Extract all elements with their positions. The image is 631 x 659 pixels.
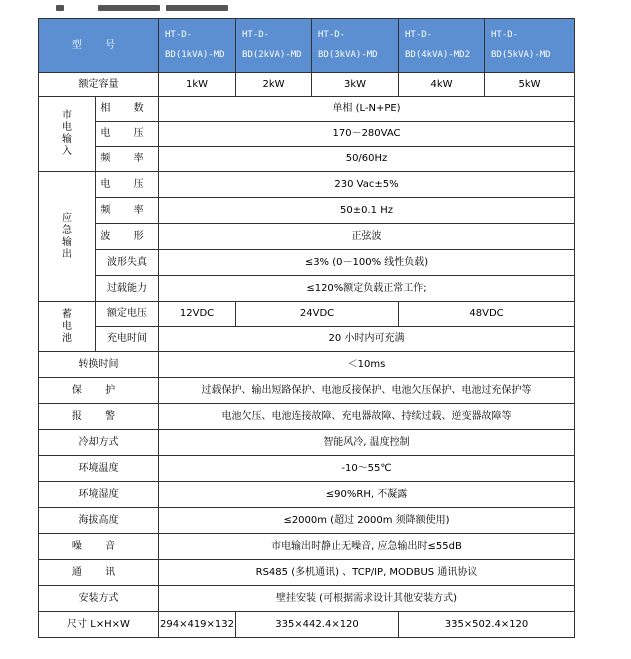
row-label: 安装方式 (39, 586, 159, 612)
row-label: 环境温度 (39, 456, 159, 482)
capacity-value: 1kW (159, 73, 236, 97)
transfer-time-row (39, 352, 575, 378)
battery-voltage-value: 24VDC (236, 302, 399, 327)
mains-voltage-value: 170－280VAC (159, 122, 575, 147)
distortion-value: ≤3% (0－100% 线性负载) (159, 250, 575, 276)
mains-frequency-row (39, 147, 575, 172)
row-sublabel: 额定电压 (96, 302, 159, 327)
overload-value: ≤120%额定负载正常工作; (159, 276, 575, 302)
capacity-value: 5kW (485, 73, 575, 97)
altitude-value: ≤2000m (超过 2000m 须降额使用) (159, 508, 575, 534)
alarm-value: 电池欠压、电池连接故障、充电器故障、持续过载、逆变器故障等 (159, 404, 575, 430)
emergency-output-group-label: 应 急 输 出 (39, 172, 96, 302)
header-row (39, 19, 575, 73)
model-cell: HT-D- BD(1kVA)-MD (159, 19, 236, 73)
output-waveform-row (39, 224, 575, 250)
row-sublabel: 波形失真 (96, 250, 159, 276)
altitude-row (39, 508, 575, 534)
output-overload-row (39, 276, 575, 302)
installation-value: 壁挂安装 (可根据需求设计其他安装方式) (159, 586, 575, 612)
capacity-value: 4kW (399, 73, 485, 97)
humidity-row (39, 482, 575, 508)
rated-capacity-row (39, 73, 575, 97)
dimension-value: 294×419×132 (159, 612, 236, 638)
model-cell: HT-D- BD(5kVA)-MD (485, 19, 575, 73)
model-cell: HT-D- BD(3kVA)-MD (312, 19, 399, 73)
row-sublabel: 频 率 (96, 147, 159, 172)
output-frequency-row (39, 198, 575, 224)
row-label: 海拔高度 (39, 508, 159, 534)
row-label: 环境湿度 (39, 482, 159, 508)
mains-frequency-value: 50/60Hz (159, 147, 575, 172)
dimensions-row (39, 612, 575, 638)
output-voltage-row (39, 172, 575, 198)
noise-row (39, 534, 575, 560)
alarm-row (39, 404, 575, 430)
cropped-title-fragment (56, 4, 256, 12)
model-cell: HT-D- BD(2kVA)-MD (236, 19, 312, 73)
output-distortion-row (39, 250, 575, 276)
temperature-row (39, 456, 575, 482)
row-sublabel: 充电时间 (96, 327, 159, 352)
noise-value: 市电输出时静止无噪音, 应急输出时≤55dB (159, 534, 575, 560)
waveform-value: 正弦波 (159, 224, 575, 250)
mains-input-group-label: 市 电 输 入 (39, 97, 96, 172)
row-sublabel: 电 压 (96, 172, 159, 198)
communication-row (39, 560, 575, 586)
cooling-value: 智能风冷, 温度控制 (159, 430, 575, 456)
protection-value: 过载保护、输出短路保护、电池反接保护、电池欠压保护、电池过充保护等 (159, 378, 575, 404)
battery-voltage-row (39, 302, 575, 327)
row-sublabel: 电 压 (96, 122, 159, 147)
spec-table (38, 18, 575, 638)
row-label: 尺寸 L×H×W (39, 612, 159, 638)
row-label: 冷却方式 (39, 430, 159, 456)
humidity-value: ≤90%RH, 不凝露 (159, 482, 575, 508)
row-label: 保 护 (39, 378, 159, 404)
transfer-time-value: ＜10ms (159, 352, 575, 378)
capacity-value: 3kW (312, 73, 399, 97)
model-header-label: 型 号 (39, 19, 159, 73)
mains-phase-row (39, 97, 575, 122)
phase-value: 单相 (L-N+PE) (159, 97, 575, 122)
model-cell: HT-D- BD(4kVA)-MD2 (399, 19, 485, 73)
output-frequency-value: 50±0.1 Hz (159, 198, 575, 224)
mains-voltage-row (39, 122, 575, 147)
temperature-value: -10～55℃ (159, 456, 575, 482)
battery-group-label: 蓄 电 池 (39, 302, 96, 352)
installation-row (39, 586, 575, 612)
protection-row (39, 378, 575, 404)
charge-time-value: 20 小时内可充满 (159, 327, 575, 352)
row-sublabel: 波 形 (96, 224, 159, 250)
capacity-value: 2kW (236, 73, 312, 97)
row-label: 额定容量 (39, 73, 159, 97)
battery-voltage-value: 12VDC (159, 302, 236, 327)
communication-value: RS485 (多机通讯) 、TCP/IP, MODBUS 通讯协议 (159, 560, 575, 586)
row-label: 噪 音 (39, 534, 159, 560)
row-sublabel: 相 数 (96, 97, 159, 122)
row-sublabel: 过载能力 (96, 276, 159, 302)
battery-voltage-value: 48VDC (399, 302, 575, 327)
dimension-value: 335×442.4×120 (236, 612, 399, 638)
dimension-value: 335×502.4×120 (399, 612, 575, 638)
battery-charge-row (39, 327, 575, 352)
cooling-row (39, 430, 575, 456)
row-label: 转换时间 (39, 352, 159, 378)
output-voltage-value: 230 Vac±5% (159, 172, 575, 198)
row-label: 报 警 (39, 404, 159, 430)
row-sublabel: 频 率 (96, 198, 159, 224)
row-label: 通 讯 (39, 560, 159, 586)
